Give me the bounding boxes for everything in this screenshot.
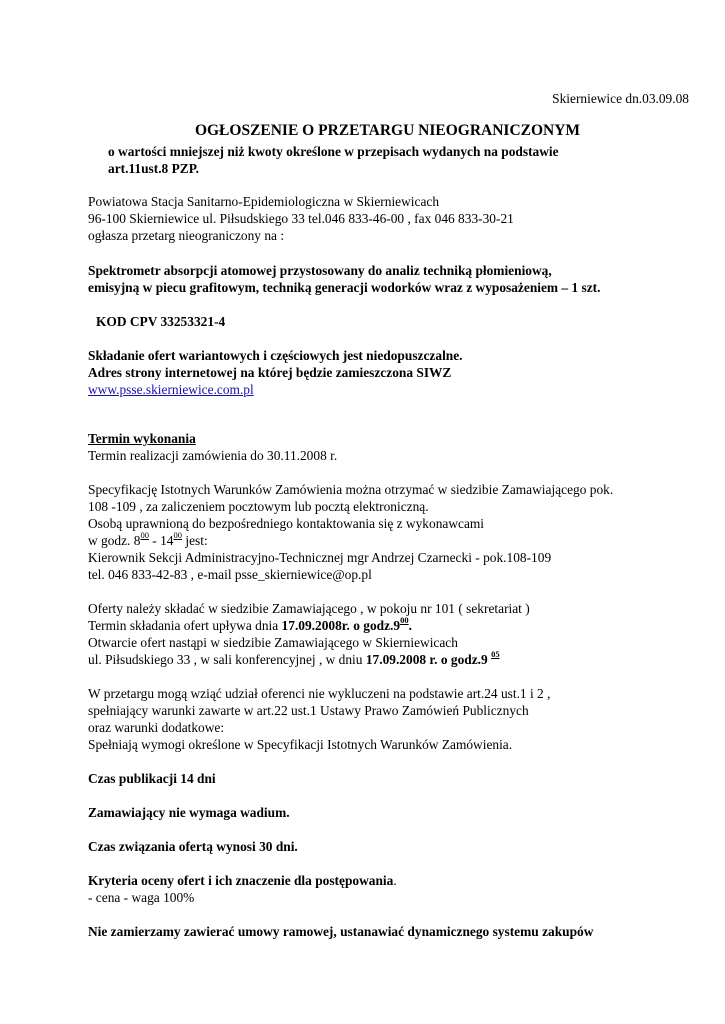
document-title: OGŁOSZENIE O PRZETARGU NIEOGRANICZONYM [194, 122, 581, 139]
criteria-dot: . [393, 873, 397, 888]
conditions-line-2: spełniający warunki zawarte w art.22 ust.1 Ustawy Prawo Zamówień Publicznych [88, 703, 529, 718]
submission-deadline [88, 617, 412, 634]
opening-minutes: 05 [491, 649, 500, 659]
siwz-website-link[interactable]: www.psse.skierniewice.com.pl [88, 382, 254, 397]
deadline-heading: Termin wykonania [88, 431, 196, 446]
offers-line-1: Składanie ofert wariantowych i częściowych jest niedopuszczalne. [88, 348, 463, 363]
criteria-heading [88, 872, 397, 889]
spec-line-3: Osobą uprawnioną do bezpośredniego kontaktowania się z wykonawcami [88, 516, 485, 531]
issuer-announcement: ogłasza przetarg nieograniczony na : [88, 228, 285, 243]
opening-line: Otwarcie ofert nastąpi w siedzibie Zamawiającego w Skierniewicach [88, 635, 458, 650]
hours-mid: - 14 [148, 533, 174, 548]
conditions-line-4: Spełniają wymogi określone w Specyfikacji Istotnych Warunków Zamówienia. [88, 737, 513, 752]
hours-suffix: jest: [182, 533, 208, 548]
submission-deadline-dot: . [408, 618, 412, 633]
cpv-code: KOD CPV 33253321-4 [96, 314, 226, 329]
subtitle-line-2: art.11ust.8 PZP. [108, 161, 200, 176]
submission-deadline-minutes: 00 [400, 615, 409, 625]
spec-line-1: Specyfikację Istotnych Warunków Zamówienia można otrzymać w siedzibie Zamawiającego pok. [88, 482, 614, 497]
contact-details: tel. 046 833-42-83 , e-mail psse_skierniewice@op.pl [88, 567, 372, 582]
conditions-line-3: oraz warunki dodatkowe: [88, 720, 225, 735]
opening-place-prefix: ul. Piłsudskiego 33 , w sali konferencyjnej , w dniu [88, 652, 366, 667]
hours-sup-2: 00 [173, 530, 182, 540]
deadline-text: Termin realizacji zamówienia do 30.11.2008 r. [88, 448, 338, 463]
issuer-address: 96-100 Skierniewice ul. Piłsudskiego 33 tel.046 833-46-00 , fax 046 833-30-21 [88, 211, 514, 226]
spec-line-2: 108 -109 , za zaliczeniem pocztowym lub pocztą elektroniczną. [88, 499, 429, 514]
offers-line-2: Adres strony internetowej na której będzie zamieszczona SIWZ [88, 365, 452, 380]
contact-person: Kierownik Sekcji Administracyjno-Technicznej mgr Andrzej Czarnecki - pok.108-109 [88, 550, 552, 565]
subtitle-line-1: o wartości mniejszej niż kwoty określone w przepisach wydanych na podstawie [108, 144, 559, 159]
submission-line-1: Oferty należy składać w siedzibie Zamawiającego , w pokoju nr 101 ( sekretariat ) [88, 601, 530, 616]
hours-sup-1: 00 [140, 530, 149, 540]
subject-line-2: emisyjną w piecu grafitowym, techniką generacji wodorków wraz z wyposażeniem – 1 szt. [88, 280, 601, 295]
office-hours [88, 532, 208, 549]
issuer-name: Powiatowa Stacja Sanitarno-Epidemiologiczna w Skierniewicach [88, 194, 440, 209]
publication-time: Czas publikacji 14 dni [88, 771, 216, 786]
deposit-note: Zamawiający nie wymaga wadium. [88, 805, 290, 820]
final-statement: Nie zamierzamy zawierać umowy ramowej, ustanawiać dynamicznego systemu zakupów [88, 924, 594, 939]
conditions-line-1: W przetargu mogą wziąć udział oferenci nie wykluczeni na podstawie art.24 ust.1 i 2 , [88, 686, 551, 701]
hours-prefix: w godz. 8 [88, 533, 141, 548]
opening-date: 17.09.2008 r. o godz.9 [365, 652, 492, 667]
document-date: Skierniewice dn.03.09.08 [552, 91, 689, 106]
submission-deadline-date: 17.09.2008r. o godz.9 [281, 618, 401, 633]
subject-line-1: Spektrometr absorpcji atomowej przystosowany do analiz techniką płomieniową, [88, 263, 552, 278]
binding-period: Czas związania ofertą wynosi 30 dni. [88, 839, 298, 854]
criteria-item: - cena - waga 100% [88, 890, 195, 905]
opening-place [88, 651, 500, 668]
submission-deadline-prefix: Termin składania ofert upływa dnia [88, 618, 282, 633]
criteria-text: Kryteria oceny ofert i ich znaczenie dla postępowania [88, 873, 394, 888]
